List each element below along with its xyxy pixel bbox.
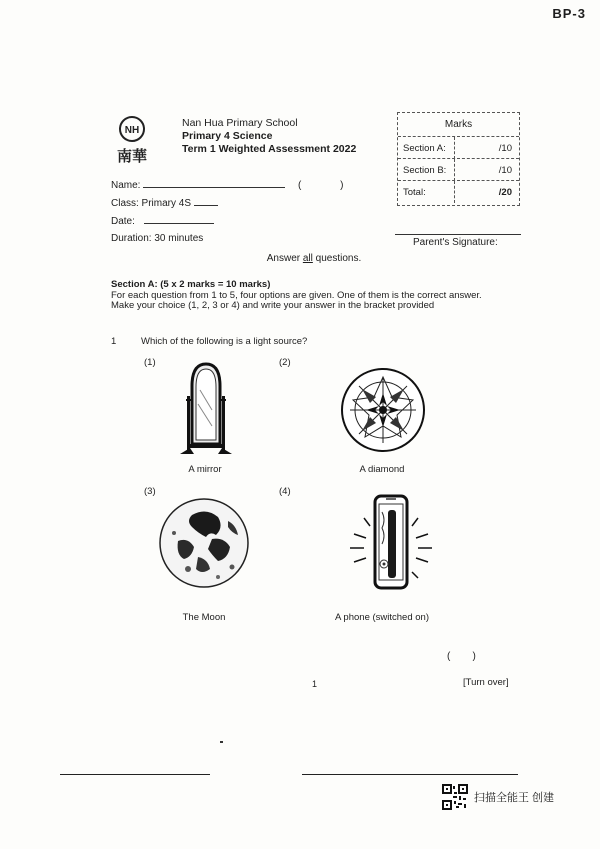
section-a-title: Section A: (5 x 2 marks = 10 marks) [111,279,271,290]
marks-value: /10 [498,165,512,176]
option-3-caption: The Moon [182,612,226,623]
footer-line-left [60,774,210,775]
mirror-icon [176,360,236,460]
question-number: 1 [111,336,117,347]
marks-row-total [398,180,519,203]
school-header [182,117,356,156]
option-4-number: (4) [279,486,291,497]
speck [220,741,223,743]
question-text: Which of the following is a light source? [141,336,308,347]
section-a-line2: Make your choice (1, 2, 3 or 4) and write your answer in the bracket provided [111,300,435,311]
name-label: Name: [111,180,141,191]
section-a-line1: For each question from 1 to 5, four options are given. One of them is the correct answer. [111,289,482,301]
marks-label: Total: [403,187,426,198]
svg-text:NH: NH [124,125,140,136]
date-line [144,223,214,224]
svg-text:南華: 南華 [116,147,148,165]
parent-signature: Parent's Signature: [413,237,498,248]
date-field [111,216,214,227]
name-field [111,180,343,191]
answer-bracket: ( ) [447,651,476,662]
duration: Duration: 30 minutes [111,233,204,244]
school-name: Nan Hua Primary School [182,117,298,129]
signature-line [395,234,521,235]
moon-icon [158,497,250,589]
option-1-caption: A mirror [188,464,222,475]
page-number: 1 [312,679,318,689]
answer-instruction: Answer all questions. [266,253,362,264]
marks-table [397,112,520,206]
marks-label: Section A: [403,143,446,154]
school-logo [110,114,154,168]
scanner-watermark: 扫描全能王 创建 [474,792,555,804]
index-open-bracket: ( [298,180,302,191]
footer-line-right [302,774,518,775]
assessment-title: Term 1 Weighted Assessment 2022 [182,143,357,155]
question-1 [111,336,307,347]
phone-icon [346,490,436,594]
turn-over: [Turn over] [463,677,509,688]
option-2-number: (2) [279,357,291,368]
class-text: Class: Primary 4S [111,198,192,209]
section-a-instructions [111,280,482,312]
qr-code-icon [442,784,468,810]
marks-row-section-a [398,136,519,159]
option-4-caption: A phone (switched on) [334,612,429,623]
option-2-caption: A diamond [359,464,405,475]
index-close-bracket: ) [340,180,344,191]
level: Primary 4 Science [182,130,273,142]
page-code: BP-3 [552,6,586,21]
option-1-number: (1) [144,357,156,368]
marks-label: Section B: [403,165,447,176]
marks-value: /10 [498,143,512,154]
option-3-number: (3) [144,486,156,497]
date-label: Date: [111,216,135,227]
diamond-icon [340,367,426,453]
marks-title: Marks [444,119,473,130]
class-line [194,205,218,206]
class-field [111,198,218,209]
name-line [143,187,285,188]
marks-value: /20 [498,187,512,198]
marks-row-section-b [398,158,519,181]
